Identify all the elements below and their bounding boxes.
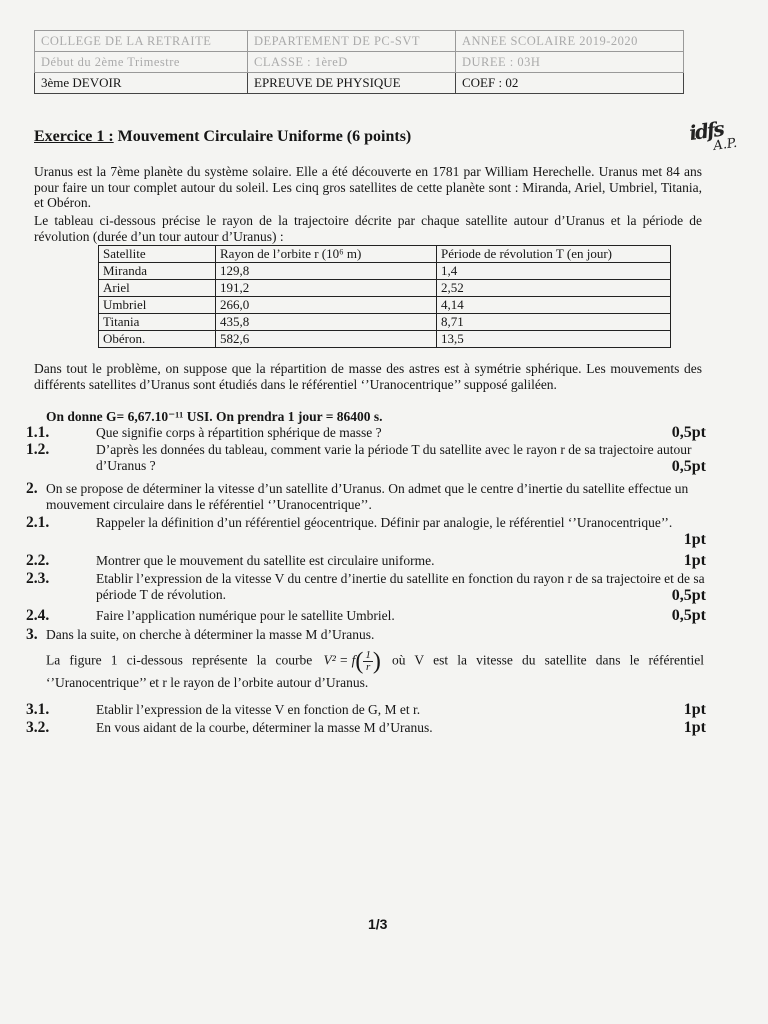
question-number: 2.	[26, 480, 38, 497]
table-cell: 2,52	[437, 280, 671, 297]
question-points: 0,5pt	[671, 607, 706, 624]
teacher-signature	[688, 115, 738, 157]
table-row	[99, 331, 671, 348]
intro-paragraph-1: Uranus est la 7ème planète du système solaire. Elle a été découverte en 1781 par William Herechelle. Uranus met 84 ans pour faire un tour complet autour du soleil. Les cinq gros satellites de cette planète sont : Miranda, Ariel, Umbriel, Titania, et Obéron.	[34, 164, 702, 210]
class-label: CLASSE : 1èreD	[248, 52, 456, 73]
question-text: On se propose de déterminer la vitesse d’un satellite d’Uranus. On admet que le centre d’inertie du satellite effectue un mouvement circulaire dans le référentiel ‘’Uranocentrique’’.	[46, 481, 689, 512]
header-table	[34, 30, 684, 94]
table-cell: 266,0	[216, 297, 437, 314]
question-text: Etablir l’expression de la vitesse V en fonction de G, M et r.	[96, 702, 421, 717]
formula-lhs: V² = f	[323, 652, 356, 668]
question-2	[26, 481, 706, 513]
question-2-1	[26, 514, 706, 548]
exercise-heading: Mouvement Circulaire Uniforme (6 points)	[117, 128, 412, 145]
formula-denominator: r	[365, 661, 371, 673]
question-number: 1.2.	[26, 441, 50, 458]
table-row	[99, 297, 671, 314]
question-number: 2.1.	[26, 514, 50, 531]
table-header: Satellite	[99, 246, 216, 263]
question-text: Montrer que le mouvement du satellite est circulaire uniforme.	[96, 553, 435, 568]
table-cell: Titania	[99, 314, 216, 331]
question-points: 0,5pt	[671, 587, 706, 604]
question-number: 3.2.	[26, 719, 50, 736]
question-points: 1pt	[683, 552, 706, 569]
satellite-table	[98, 245, 671, 348]
table-header-row	[99, 246, 671, 263]
term: Début du 2ème Trimestre	[35, 52, 248, 73]
question-1-1	[26, 425, 706, 441]
table-header: Période de révolution T (en jour)	[437, 246, 671, 263]
question-3-2	[26, 720, 706, 736]
question-1-2	[26, 442, 706, 474]
table-cell: 13,5	[437, 331, 671, 348]
table-cell: Miranda	[99, 263, 216, 280]
table-cell: 1,4	[437, 263, 671, 280]
curve-formula: V² = f( $\frac{1}{r}$ )	[323, 648, 381, 675]
exercise-label: Exercice 1 :	[34, 128, 114, 145]
duration: DUREE : 03H	[456, 52, 684, 73]
question-3-1	[26, 702, 706, 718]
question-number: 2.4.	[26, 607, 50, 624]
question-2-3	[26, 571, 706, 603]
question-text: Etablir l’expression de la vitesse V du centre d’inertie du satellite en fonction du rayon r de sa trajectoire et de sa période T de révolution.	[96, 571, 705, 602]
question-points: 0,5pt	[671, 458, 706, 475]
table-cell: Ariel	[99, 280, 216, 297]
devoir-label: 3ème DEVOIR	[35, 73, 248, 94]
figure-description	[46, 650, 704, 693]
question-number: 1.1.	[26, 424, 50, 441]
table-row	[99, 280, 671, 297]
coef-label: COEF : 02	[456, 73, 684, 94]
subject-label: EPREUVE DE PHYSIQUE	[248, 73, 456, 94]
signature-initials: A.P.	[712, 135, 739, 154]
question-points: 1pt	[683, 719, 706, 736]
given-constants: On donne G= 6,67.10⁻¹¹ USI. On prendra 1 jour = 86400 s.	[46, 409, 383, 424]
question-text: En vous aidant de la courbe, déterminer la masse M d’Uranus.	[96, 720, 433, 735]
table-row	[99, 263, 671, 280]
question-text: Que signifie corps à répartition sphérique de masse ?	[96, 425, 382, 440]
question-number: 3.1.	[26, 701, 50, 718]
question-text: D’après les données du tableau, comment varie la période T du satellite avec le rayon r de sa trajectoire autour d’Uranus ?	[96, 442, 692, 473]
signature-scribble: idfs	[687, 116, 725, 146]
question-number: 2.3.	[26, 570, 50, 587]
formula-numerator: 1	[365, 649, 371, 661]
question-2-2	[26, 553, 706, 569]
question-2-4	[26, 608, 706, 624]
question-number: 3.	[26, 626, 38, 643]
exercise-title	[34, 128, 411, 146]
question-points: 0,5pt	[671, 424, 706, 441]
table-cell: Umbriel	[99, 297, 216, 314]
figure-text-before: La figure 1 ci-dessous représente la courbe	[46, 652, 313, 668]
page-number: 1/3	[368, 916, 388, 932]
table-cell: 435,8	[216, 314, 437, 331]
table-cell: Obéron.	[99, 331, 216, 348]
table-row	[99, 314, 671, 331]
table-cell: 129,8	[216, 263, 437, 280]
table-cell: 8,71	[437, 314, 671, 331]
question-text: Dans la suite, on cherche à déterminer la masse M d’Uranus.	[46, 627, 375, 642]
question-text: Rappeler la définition d’un référentiel géocentrique. Définir par analogie, le référentiel ‘’Uranocentrique’’.	[96, 515, 673, 530]
intro-paragraph-2: Le tableau ci-dessous précise le rayon de la trajectoire décrite par chaque satellite autour d’Uranus et la période de révolution (durée d’un tour autour d’Uranus) :	[34, 213, 702, 244]
question-points: 1pt	[683, 701, 706, 718]
figure-text-after: où V est la vitesse du satellite dans le référentiel ‘’Uranocentrique’’ et r le rayon de l’orbite autour d’Uranus.	[46, 652, 705, 690]
table-cell: 4,14	[437, 297, 671, 314]
table-cell: 582,6	[216, 331, 437, 348]
question-3	[26, 627, 706, 643]
table-cell: 191,2	[216, 280, 437, 297]
school-year: ANNEE SCOLAIRE 2019-2020	[456, 31, 684, 52]
department: DEPARTEMENT DE PC-SVT	[248, 31, 456, 52]
question-number: 2.2.	[26, 552, 50, 569]
table-header: Rayon de l’orbite r (10⁶ m)	[216, 246, 437, 263]
question-text: Faire l’application numérique pour le satellite Umbriel.	[96, 608, 395, 623]
school-name: COLLEGE DE LA RETRAITE	[35, 31, 248, 52]
context-paragraph: Dans tout le problème, on suppose que la répartition de masse des astres est à symétrie sphérique. Les mouvements des différents satellites d’Uranus sont étudiés dans le référentiel ‘’Uranocentrique’’ supposé galiléen.	[34, 361, 702, 392]
formula-fraction	[363, 650, 373, 673]
question-points: 1pt	[683, 531, 706, 548]
